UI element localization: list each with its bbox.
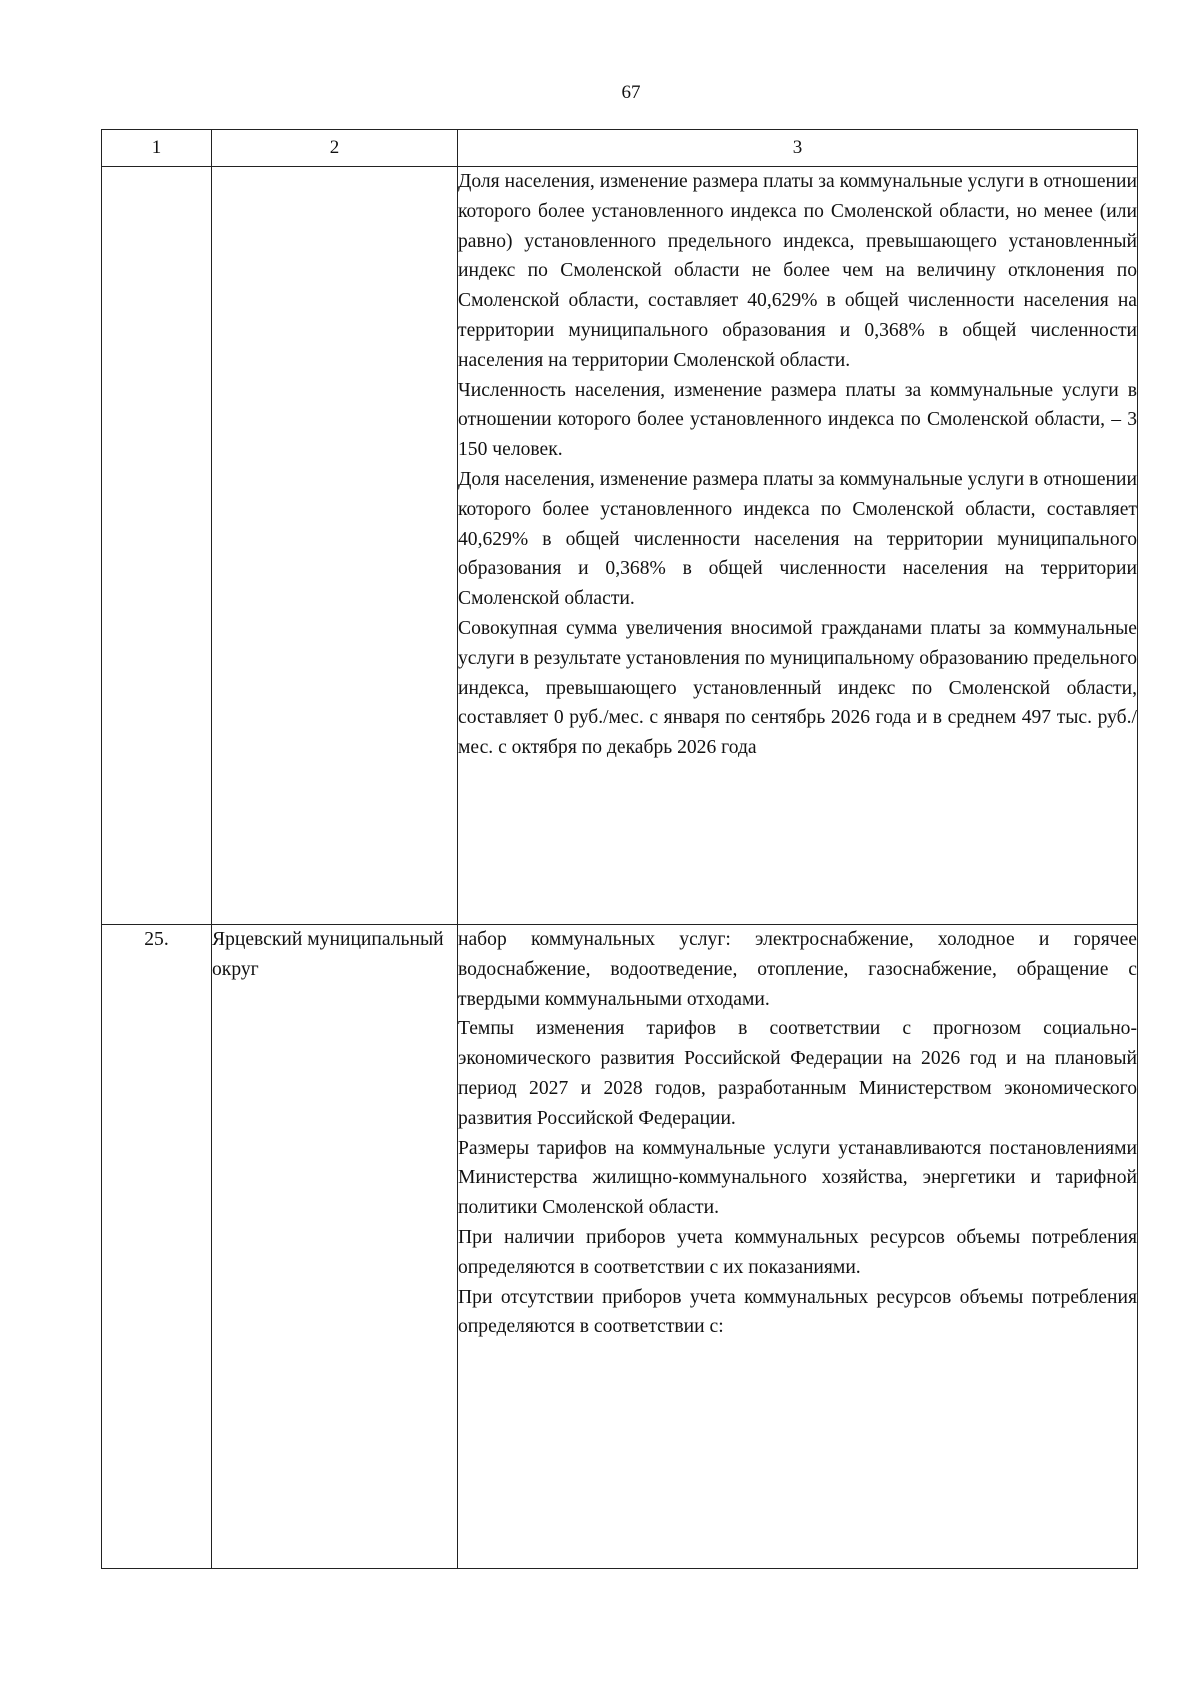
paragraph: набор коммунальных услуг: электроснабжение, холодное и горячее водоснабжение, водоотведение, отопление, газоснабжение, обращение с твердыми коммунальными отходами. [458, 929, 1137, 1010]
municipality-name [212, 167, 458, 925]
paragraph: Доля населения, изменение размера платы за коммунальные услуги в отношении которого более установленного индекса по Смоленской области, составляет 40,629% в общей численности населения на территории муниципального образования и 0,368% в общей численности населения на территории Смоленской области. [458, 468, 1137, 610]
paragraph: Численность населения, изменение размера платы за коммунальные услуги в отношении которого более установленного индекса по Смоленской области, – 3 150 человек. [458, 379, 1137, 461]
municipality-name: Ярцевский муниципальный округ [212, 925, 458, 1569]
paragraph: Темпы изменения тарифов в соответствии с прогнозом социально-экономического развития Российской Федерации на 2026 год и на плановый период 2027 и 2028 годов, разработанным Министерством экономического развития Российской Федерации. [458, 1018, 1137, 1129]
header-cell-1: 1 [102, 130, 212, 167]
header-cell-2: 2 [212, 130, 458, 167]
row-number [102, 167, 212, 925]
header-cell-3: 3 [458, 130, 1138, 167]
paragraph: Размеры тарифов на коммунальные услуги устанавливаются постановлениями Министерства жилищно-коммунального хозяйства, энергетики и тарифной политики Смоленской области. [458, 1137, 1137, 1219]
data-table [101, 129, 1138, 1569]
paragraph: Доля населения, изменение размера платы за коммунальные услуги в отношении которого более установленного индекса по Смоленской области, но менее (или равно) установленного предельного индекса, превышающего установленный индекс по Смоленской области не более чем на величину отклонения по Смоленской области, составляет 40,629% в общей численности населения на территории муниципального образования и 0,368% в общей численности населения на территории Смоленской области. [458, 171, 1137, 371]
description-cell [458, 167, 1138, 925]
page-number: 67 [621, 82, 641, 103]
paragraph: При наличии приборов учета коммунальных ресурсов объемы потребления определяются в соответствии с их показаниями. [458, 1226, 1137, 1278]
paragraph: Совокупная сумма увеличения вносимой гражданами платы за коммунальные услуги в результате установления по муниципальному образованию предельного индекса, превышающего установленный индекс по Смоленской области, составляет 0 руб./мес. с января по сентябрь 2026 года и в среднем 497 тыс. руб./мес. с октября по декабрь 2026 года [458, 617, 1137, 759]
paragraph: При отсутствии приборов учета коммунальных ресурсов объемы потребления определяются в соответствии с: [458, 1286, 1137, 1338]
table-header-row [102, 130, 1138, 167]
row-number: 25. [102, 925, 212, 1569]
description-cell [458, 925, 1138, 1569]
table-row [102, 167, 1138, 925]
table-row [102, 925, 1138, 1569]
